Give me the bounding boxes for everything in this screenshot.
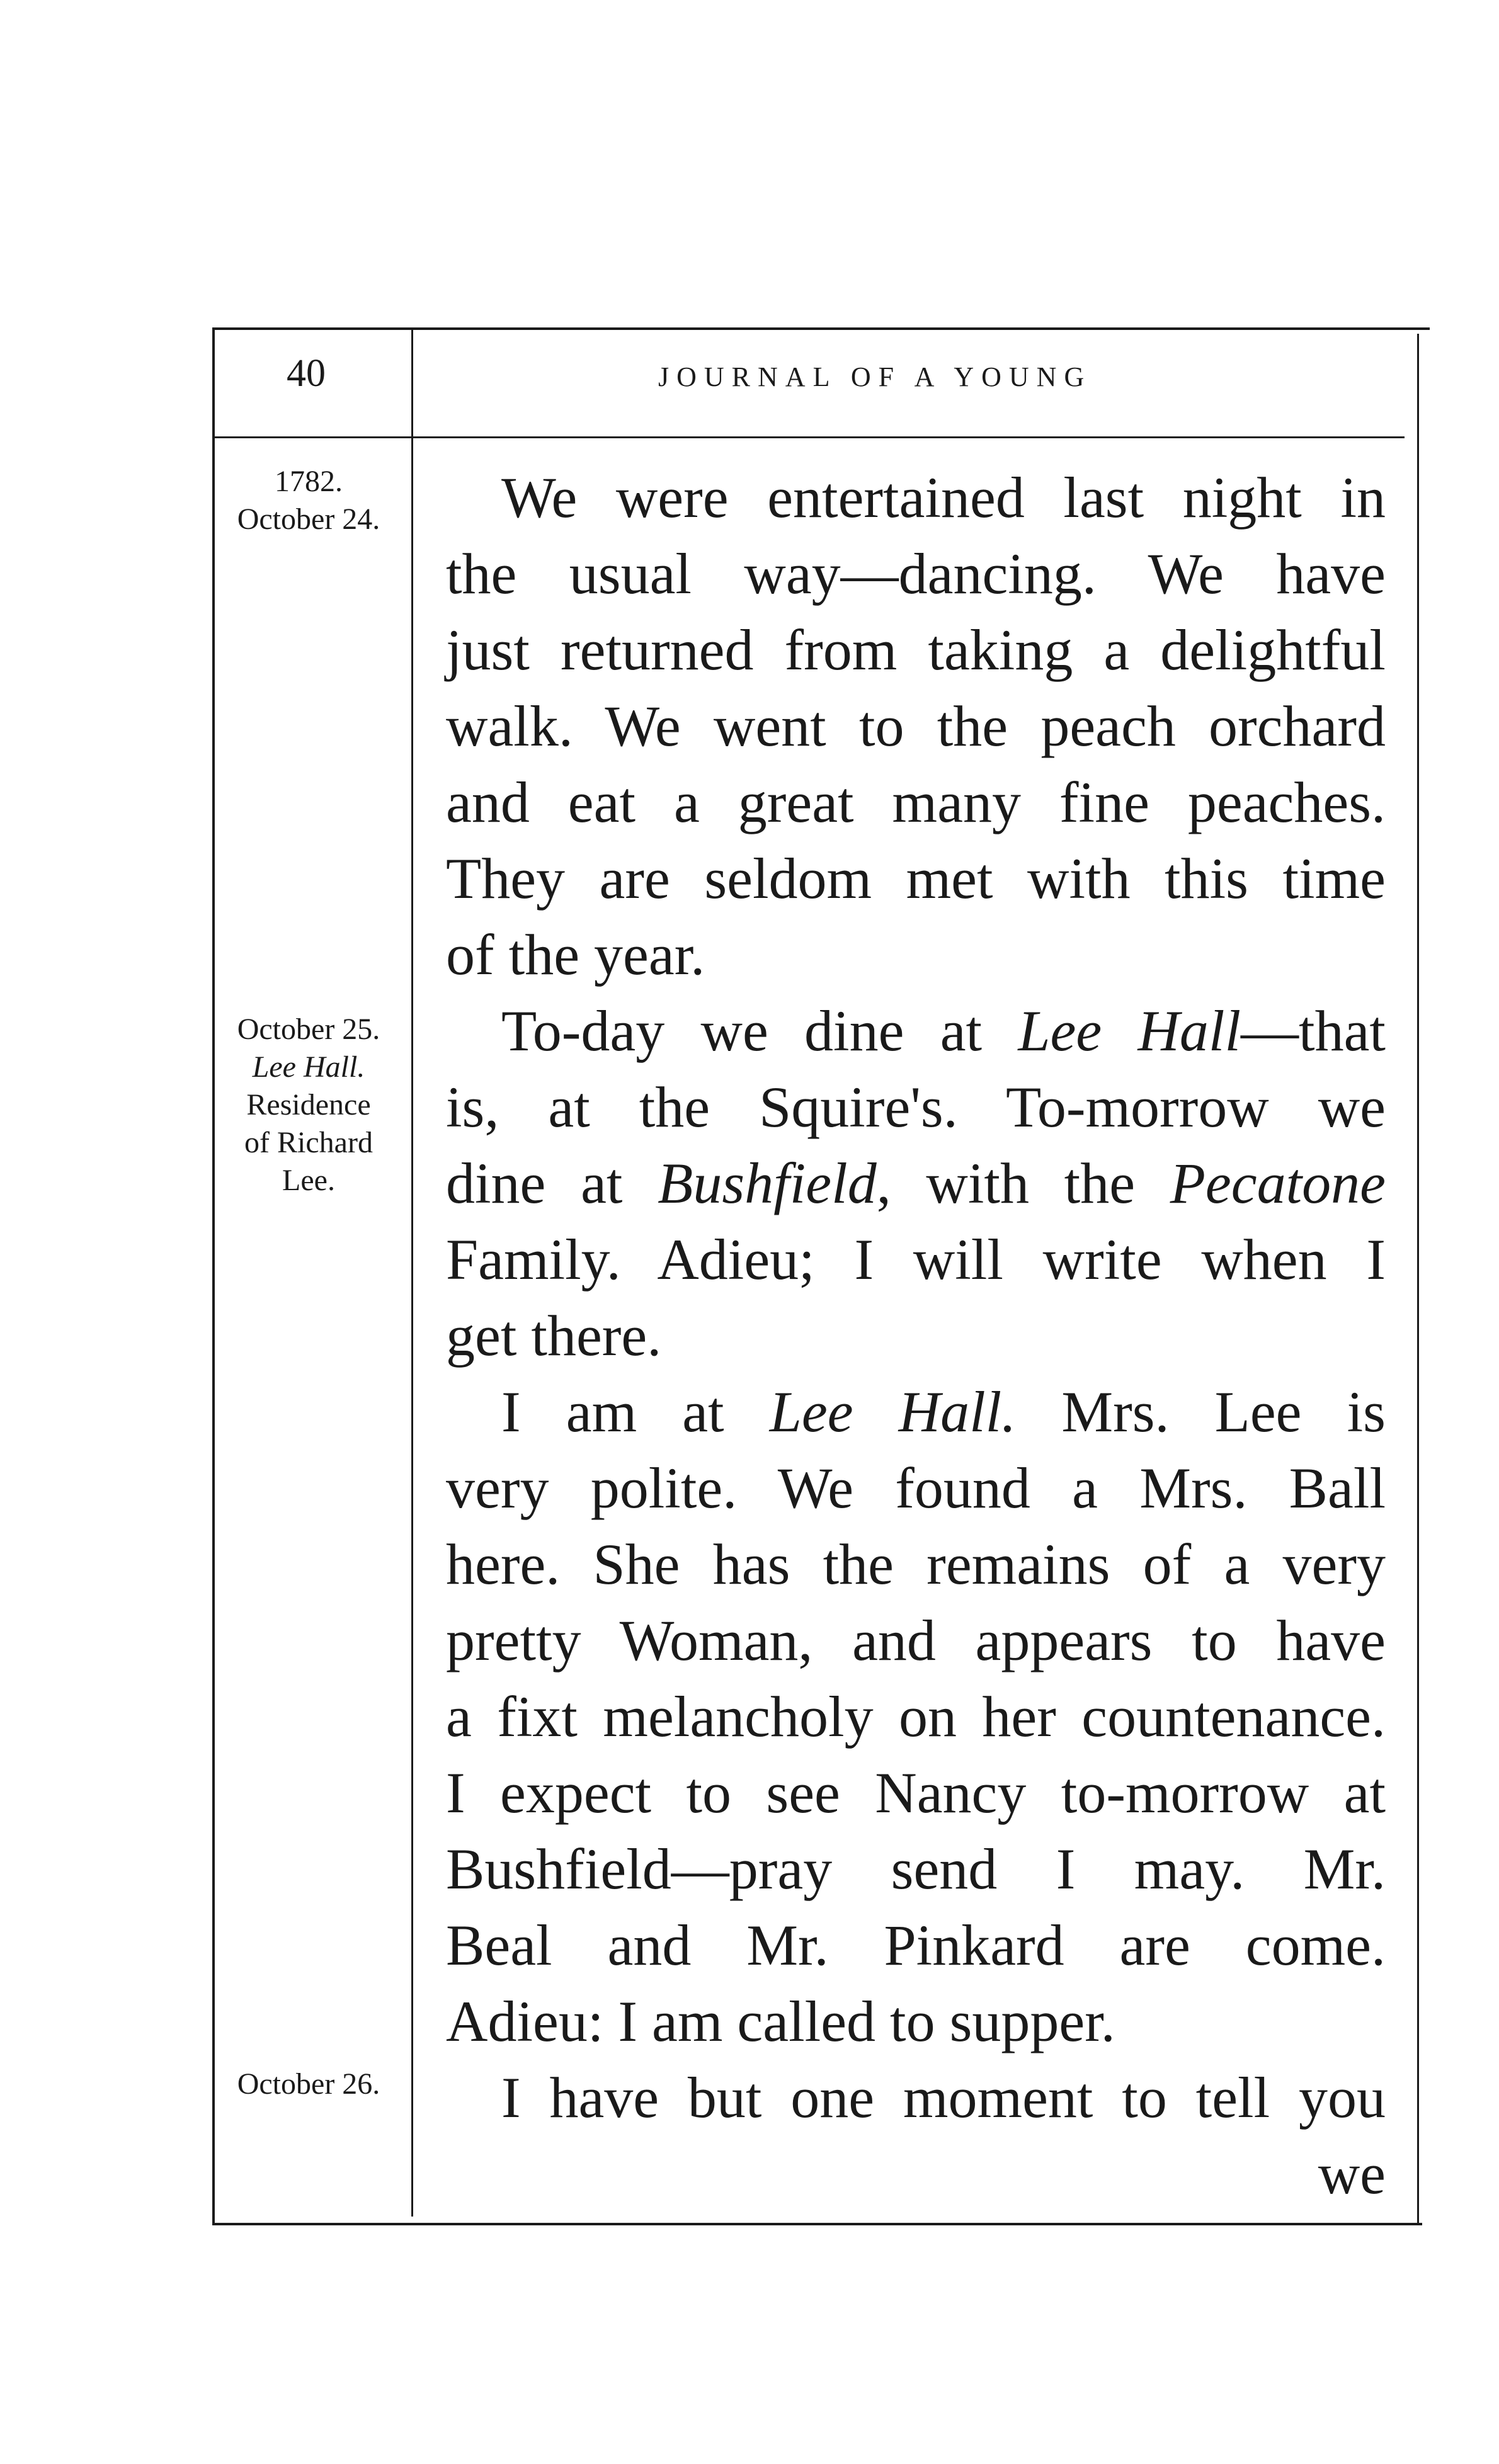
margin-date: October 26. (237, 2067, 380, 2101)
text-line: Adieu: I am called to supper. (446, 1989, 1115, 2053)
text-line: I have but one moment to tell you (501, 2065, 1386, 2130)
text-line: They are seldom met with this time (446, 846, 1386, 911)
catchword: we (1318, 2142, 1386, 2206)
text-line (446, 1145, 1386, 1222)
italic-place-name: Bushfield (658, 1151, 877, 1215)
margin-place: Lee Hall. (252, 1050, 365, 1084)
frame-bottom-rule (214, 2223, 1422, 2225)
margin-note-oct-26 (214, 2065, 403, 2103)
text-line: of the year. (446, 923, 705, 987)
text-line: walk. We went to the peach orchard (446, 694, 1386, 758)
text-line: very polite. We found a Mrs. Ball (446, 1456, 1386, 1520)
text-line: I expect to see Nancy to-morrow at (446, 1761, 1386, 1825)
text-run: I am at (501, 1380, 770, 1444)
frame-top-rule (214, 327, 1430, 330)
text-run: dine at (446, 1151, 658, 1215)
frame-left-rule (212, 327, 215, 2225)
italic-place-name: Lee Hall. (769, 1380, 1017, 1444)
text-line: is, at the Squire's. To-morrow we (446, 1075, 1386, 1139)
frame-column-divider (411, 327, 413, 2217)
margin-note-oct-25 (214, 1011, 403, 1200)
page-number: 40 (287, 352, 326, 395)
running-head: JOURNAL OF A YOUNG (658, 361, 1092, 392)
text-line: get there. (446, 1303, 662, 1368)
text-run: , with the (876, 1151, 1170, 1215)
journal-body (446, 460, 1386, 2212)
margin-desc: Lee. (282, 1164, 335, 1197)
text-line: Bushfield—pray send I may. Mr. (446, 1837, 1386, 1901)
text-line: pretty Woman, and appears to have (446, 1608, 1386, 1672)
italic-place-name: Pecatone (1170, 1151, 1386, 1215)
text-line (446, 993, 1386, 1069)
text-line: a fixt melancholy on her countenance. (446, 1684, 1386, 1749)
text-line: just returned from taking a delightful (446, 618, 1386, 682)
text-line: and eat a great many fine peaches. (446, 770, 1386, 834)
text-line: here. She has the remains of a very (446, 1532, 1386, 1596)
margin-date: October 24. (237, 502, 380, 536)
margin-desc: Residence (246, 1088, 371, 1121)
margin-desc: of Richard (244, 1126, 373, 1159)
text-line: Beal and Mr. Pinkard are come. (446, 1913, 1386, 1977)
text-line: We were entertained last night in (501, 465, 1386, 530)
text-run: To-day we dine at (501, 999, 1018, 1063)
margin-year: 1782. (275, 465, 343, 498)
text-line (446, 1374, 1386, 1450)
margin-date: October 25. (237, 1013, 380, 1046)
italic-place-name: Lee Hall (1018, 999, 1241, 1063)
text-run: Mrs. Lee is (1016, 1380, 1386, 1444)
text-line: Family. Adieu; I will write when I (446, 1227, 1386, 1292)
text-line: the usual way—dancing. We have (446, 542, 1386, 606)
margin-note-oct-24 (214, 463, 403, 538)
frame-right-rule (1417, 334, 1419, 2223)
frame-header-rule (214, 436, 1405, 438)
text-run: —that (1241, 999, 1386, 1063)
